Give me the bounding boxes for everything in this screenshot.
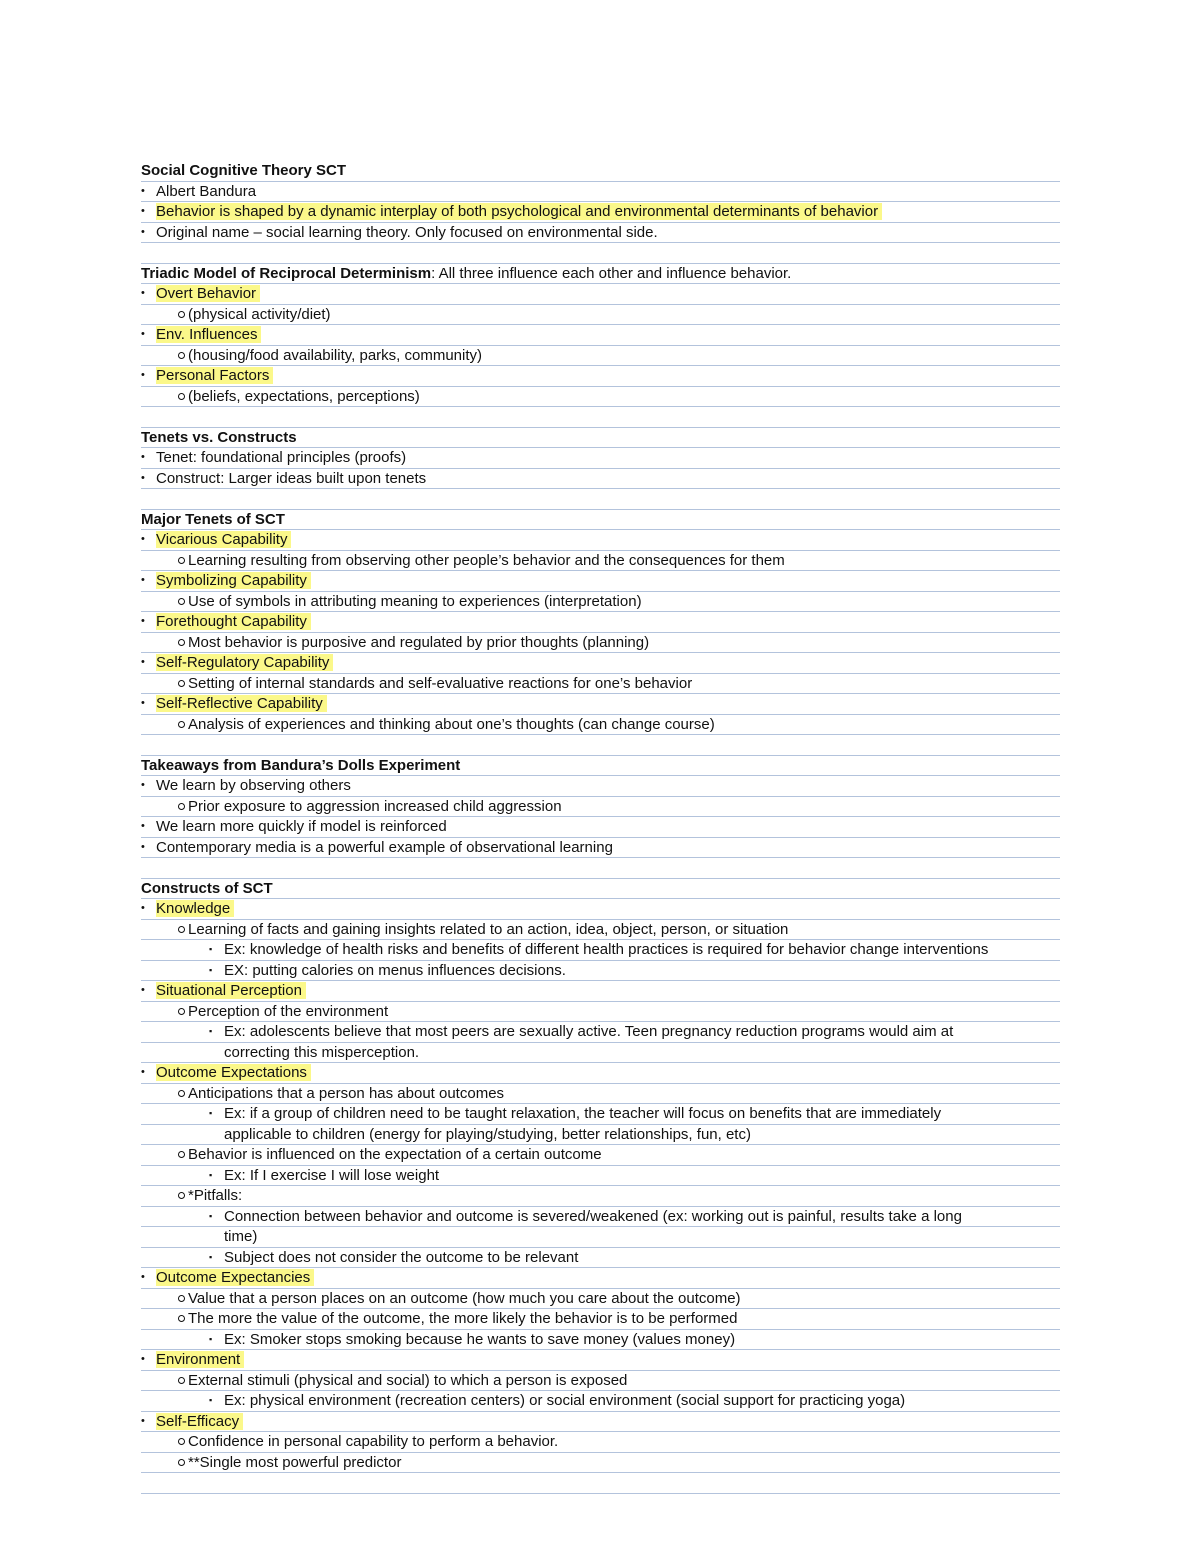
- list-item: [141, 899, 1060, 920]
- bullet-icon: •: [141, 287, 145, 299]
- list-item: [141, 776, 1060, 797]
- item-text: Anticipations that a person has about outcomes: [188, 1084, 505, 1102]
- list-item: [141, 653, 1060, 674]
- circle-bullet-icon: [178, 680, 185, 687]
- bullet-icon: •: [141, 1353, 145, 1365]
- item-text: Value that a person places on an outcome (how much you care about the outcome): [188, 1289, 741, 1307]
- item-text: Ex: adolescents believe that most peers are sexually active. Teen pregnancy reduction programs would aim at: [224, 1023, 954, 1040]
- circle-bullet-icon: [178, 721, 185, 728]
- list-item: [141, 1186, 1060, 1207]
- section-heading: [141, 264, 1060, 285]
- list-item: [141, 838, 1060, 859]
- bullet-icon: •: [141, 820, 145, 832]
- highlighted-term: Outcome Expectations: [156, 1064, 311, 1081]
- bullet-icon: •: [141, 184, 145, 197]
- blank-line: [141, 1473, 1060, 1494]
- item-text: Learning of facts and gaining insights related to an action, idea, object, person, or situation: [188, 920, 789, 938]
- circle-bullet-icon: [178, 1008, 185, 1015]
- bullet-icon: •: [141, 1271, 145, 1283]
- highlighted-term: Vicarious Capability: [156, 531, 291, 548]
- highlighted-term: Knowledge: [156, 900, 234, 917]
- item-text: time): [224, 1228, 258, 1245]
- list-item: [141, 674, 1060, 695]
- list-item: [141, 530, 1060, 551]
- item-text: Connection between behavior and outcome is severed/weakened (ex: working out is painful, results take a long: [224, 1207, 962, 1225]
- list-item: [141, 1350, 1060, 1371]
- circle-bullet-icon: [178, 639, 185, 646]
- square-bullet-icon: ▪: [209, 1210, 213, 1221]
- list-item: [141, 448, 1060, 469]
- list-item: [141, 551, 1060, 572]
- circle-bullet-icon: [178, 926, 185, 933]
- item-text: We learn more quickly if model is reinforced: [156, 818, 447, 835]
- list-item: [141, 1432, 1060, 1453]
- item-text: Setting of internal standards and self-evaluative reactions for one’s behavior: [188, 674, 693, 692]
- list-item: [141, 1084, 1060, 1105]
- circle-bullet-icon: [178, 1192, 185, 1199]
- highlighted-term: Symbolizing Capability: [156, 572, 311, 589]
- bullet-icon: •: [141, 984, 145, 996]
- list-item: [141, 305, 1060, 326]
- list-item: [141, 387, 1060, 408]
- list-item: [141, 940, 1060, 961]
- section-heading: [141, 428, 1060, 449]
- list-item: [141, 817, 1060, 838]
- list-item: [141, 346, 1060, 367]
- continuation-line: [141, 1043, 1060, 1064]
- square-bullet-icon: ▪: [209, 1169, 213, 1180]
- heading-note: : All three influence each other and influence behavior.: [431, 264, 792, 282]
- list-item: [141, 633, 1060, 654]
- circle-bullet-icon: [178, 311, 185, 318]
- list-item: [141, 612, 1060, 633]
- circle-bullet-icon: [178, 1151, 185, 1158]
- circle-bullet-icon: [178, 352, 185, 359]
- item-text: Ex: Smoker stops smoking because he wants to save money (values money): [224, 1330, 736, 1348]
- notes-document: [141, 161, 1060, 1494]
- bullet-icon: •: [141, 451, 145, 463]
- item-text: Subject does not consider the outcome to be relevant: [224, 1248, 579, 1266]
- blank-line: [141, 243, 1060, 264]
- bullet-icon: •: [141, 1414, 145, 1427]
- list-item: [141, 202, 1060, 223]
- item-text: Original name – social learning theory. Only focused on environmental side.: [156, 223, 658, 241]
- item-text: Most behavior is purposive and regulated by prior thoughts (planning): [188, 633, 650, 651]
- bullet-icon: •: [141, 697, 145, 709]
- list-item: [141, 1207, 1060, 1228]
- list-item: [141, 1391, 1060, 1412]
- section-heading: [141, 879, 1060, 900]
- item-text: Use of symbols in attributing meaning to experiences (interpretation): [188, 592, 642, 610]
- bullet-icon: •: [141, 840, 145, 853]
- list-item: [141, 1371, 1060, 1392]
- item-text: (beliefs, expectations, perceptions): [188, 387, 420, 405]
- highlighted-term: Personal Factors: [156, 367, 273, 384]
- list-item: [141, 920, 1060, 941]
- circle-bullet-icon: [178, 1438, 185, 1445]
- list-item: [141, 223, 1060, 244]
- item-text: EX: putting calories on menus influences decisions.: [224, 961, 566, 979]
- list-item: [141, 1166, 1060, 1187]
- square-bullet-icon: ▪: [209, 1333, 213, 1344]
- bullet-icon: •: [141, 574, 145, 586]
- highlighted-term: Env. Influences: [156, 326, 261, 343]
- bullet-icon: •: [141, 471, 145, 484]
- bullet-icon: •: [141, 1066, 145, 1078]
- list-item: [141, 1022, 1060, 1043]
- square-bullet-icon: ▪: [209, 1395, 213, 1405]
- item-text: Ex: if a group of children need to be taught relaxation, the teacher will focus on benefits that are immediately: [224, 1105, 942, 1122]
- highlighted-term: Self-Efficacy: [156, 1413, 243, 1430]
- list-item: [141, 1330, 1060, 1351]
- list-item: [141, 571, 1060, 592]
- circle-bullet-icon: [178, 1459, 185, 1466]
- item-text: correcting this misperception.: [224, 1043, 420, 1061]
- heading-text: Social Cognitive Theory SCT: [141, 162, 347, 179]
- bullet-icon: •: [141, 205, 145, 217]
- bullet-icon: •: [141, 533, 145, 545]
- square-bullet-icon: ▪: [209, 964, 213, 975]
- highlighted-term: Behavior is shaped by a dynamic interplay of both psychological and environmental determinants of behavior: [156, 203, 882, 220]
- section-heading: [141, 756, 1060, 777]
- blank-line: [141, 735, 1060, 756]
- list-item: [141, 469, 1060, 490]
- list-item: [141, 961, 1060, 982]
- square-bullet-icon: ▪: [209, 1108, 213, 1118]
- item-text: Behavior is influenced on the expectation of a certain outcome: [188, 1146, 602, 1163]
- list-item: [141, 715, 1060, 736]
- list-item: [141, 1002, 1060, 1023]
- circle-bullet-icon: [178, 1090, 185, 1097]
- heading-text: Takeaways from Bandura’s Dolls Experiment: [141, 756, 461, 774]
- square-bullet-icon: ▪: [209, 1251, 213, 1262]
- highlighted-term: Situational Perception: [156, 982, 306, 999]
- list-item: [141, 592, 1060, 613]
- list-item: [141, 1063, 1060, 1084]
- bullet-icon: •: [141, 369, 145, 381]
- bullet-icon: •: [141, 656, 145, 668]
- highlighted-term: Forethought Capability: [156, 613, 311, 630]
- item-text: Confidence in personal capability to perform a behavior.: [188, 1433, 559, 1450]
- circle-bullet-icon: [178, 598, 185, 605]
- list-item: [141, 1268, 1060, 1289]
- circle-bullet-icon: [178, 1377, 185, 1384]
- list-item: [141, 1104, 1060, 1125]
- list-item: [141, 1309, 1060, 1330]
- circle-bullet-icon: [178, 557, 185, 564]
- bullet-icon: •: [141, 225, 145, 238]
- item-text: Analysis of experiences and thinking about one’s thoughts (can change course): [188, 715, 715, 733]
- item-text: (physical activity/diet): [188, 305, 331, 323]
- circle-bullet-icon: [178, 803, 185, 810]
- highlighted-term: Self-Reflective Capability: [156, 695, 327, 712]
- bullet-icon: •: [141, 328, 145, 340]
- item-text: *Pitfalls:: [188, 1187, 243, 1204]
- blank-line: [141, 489, 1060, 510]
- bullet-icon: •: [141, 779, 145, 791]
- blank-line: [141, 407, 1060, 428]
- list-item: [141, 182, 1060, 203]
- item-text: **Single most powerful predictor: [188, 1453, 402, 1471]
- square-bullet-icon: ▪: [209, 1026, 213, 1036]
- item-text: Ex: physical environment (recreation centers) or social environment (social support for practicing yoga): [224, 1392, 906, 1409]
- list-item: [141, 694, 1060, 715]
- list-item: [141, 325, 1060, 346]
- item-text: Contemporary media is a powerful example of observational learning: [156, 838, 613, 856]
- item-text: External stimuli (physical and social) to which a person is exposed: [188, 1371, 628, 1389]
- list-item: [141, 981, 1060, 1002]
- item-text: Ex: If I exercise I will lose weight: [224, 1166, 440, 1184]
- highlighted-term: Overt Behavior: [156, 285, 260, 302]
- bullet-icon: •: [141, 902, 145, 914]
- list-item: [141, 284, 1060, 305]
- square-bullet-icon: ▪: [209, 944, 213, 954]
- item-text: Perception of the environment: [188, 1002, 389, 1020]
- blank-line: [141, 858, 1060, 879]
- circle-bullet-icon: [178, 1295, 185, 1302]
- item-text: Albert Bandura: [156, 182, 257, 200]
- item-text: (housing/food availability, parks, community): [188, 346, 483, 364]
- list-item: [141, 1289, 1060, 1310]
- list-item: [141, 797, 1060, 818]
- list-item: [141, 1145, 1060, 1166]
- highlighted-term: Outcome Expectancies: [156, 1269, 314, 1286]
- list-item: [141, 366, 1060, 387]
- item-text: The more the value of the outcome, the more likely the behavior is to be performed: [188, 1310, 738, 1327]
- continuation-line: [141, 1125, 1060, 1146]
- item-text: Learning resulting from observing other people’s behavior and the consequences for them: [188, 551, 785, 569]
- list-item: [141, 1453, 1060, 1474]
- heading-text: Tenets vs. Constructs: [141, 428, 297, 446]
- section-heading: [141, 161, 1060, 182]
- highlighted-term: Self-Regulatory Capability: [156, 654, 333, 671]
- list-item: [141, 1248, 1060, 1269]
- item-text: applicable to children (energy for playing/studying, better relationships, fun, etc): [224, 1125, 751, 1143]
- list-item: [141, 1412, 1060, 1433]
- highlighted-term: Environment: [156, 1351, 244, 1368]
- section-heading: [141, 510, 1060, 531]
- heading-text: Triadic Model of Reciprocal Determinism: [141, 264, 432, 282]
- item-text: Tenet: foundational principles (proofs): [156, 449, 407, 466]
- heading-text: Major Tenets of SCT: [141, 510, 285, 528]
- item-text: Ex: knowledge of health risks and benefits of different health practices is required for behavior change interventions: [224, 941, 989, 958]
- continuation-line: [141, 1227, 1060, 1248]
- item-text: Construct: Larger ideas built upon tenets: [156, 469, 427, 487]
- item-text: We learn by observing others: [156, 777, 351, 794]
- item-text: Prior exposure to aggression increased child aggression: [188, 797, 562, 815]
- heading-text: Constructs of SCT: [141, 879, 273, 897]
- circle-bullet-icon: [178, 1315, 185, 1322]
- circle-bullet-icon: [178, 393, 185, 400]
- bullet-icon: •: [141, 615, 145, 627]
